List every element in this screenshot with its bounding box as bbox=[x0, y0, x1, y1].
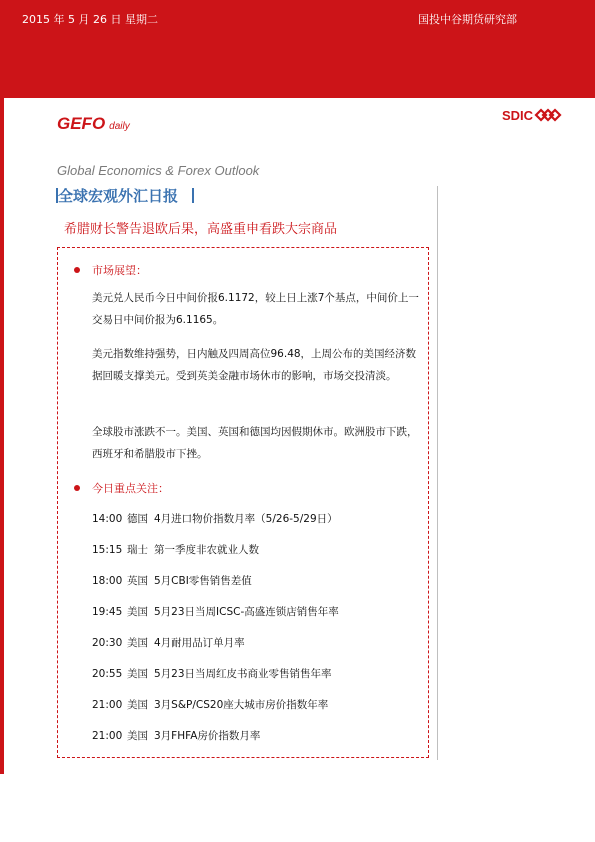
event-item: 15:15 瑞士 第一季度非农就业人数 bbox=[92, 544, 259, 556]
focus-heading: 今日重点关注： bbox=[74, 480, 169, 496]
vertical-divider bbox=[437, 186, 438, 760]
outlook-paragraph: 美元兑人民币今日中间价报6.1172，较上日上涨7个基点，中间价上一交易日中间价报为6.1165。 bbox=[92, 292, 419, 326]
brand-name: GEFO bbox=[57, 114, 106, 133]
bullet-icon bbox=[74, 267, 80, 273]
left-accent-stripe bbox=[0, 98, 4, 774]
header-bar bbox=[0, 0, 595, 98]
report-title-text: 全球宏观外汇日报 bbox=[58, 187, 179, 205]
title-bar-right bbox=[192, 188, 194, 203]
department-name: 国投中谷期货研究部 bbox=[418, 13, 517, 26]
report-date: 2015 年 5 月 26 日 星期二 bbox=[22, 13, 158, 26]
headline: 希腊财长警告退欧后果，高盛重申看跌大宗商品 bbox=[64, 222, 338, 237]
event-item: 19:45 美国 5月23日当周ICSC-高盛连锁店销售年率 bbox=[92, 606, 339, 618]
logo-text: SDIC bbox=[502, 107, 534, 123]
event-item: 18:00 英国 5月CBI零售销售差值 bbox=[92, 575, 252, 587]
market-outlook-heading: 市场展望： bbox=[74, 262, 147, 278]
event-item: 14:00 德国 4月进口物价指数月率（5/26-5/29日） bbox=[92, 513, 338, 525]
event-item: 20:55 美国 5月23日当周红皮书商业零售销售年率 bbox=[92, 668, 332, 680]
event-item: 21:00 美国 3月S&P/CS20座大城市房价指数年率 bbox=[92, 699, 329, 711]
diamond-pattern-icon bbox=[534, 105, 562, 125]
event-item: 20:30 美国 4月耐用品订单月率 bbox=[92, 637, 245, 649]
brand-sub: daily bbox=[109, 121, 130, 132]
report-title bbox=[56, 185, 194, 206]
subtitle: Global Economics & Forex Outlook bbox=[57, 163, 260, 178]
outlook-paragraph: 美元指数维持强势，日内触及四周高位96.48，上周公布的美国经济数据回暖支撑美元。受到英美金融市场休市的影响，市场交投清淡。 bbox=[92, 348, 417, 382]
outlook-paragraph: 全球股市涨跌不一。美国、英国和德国均因假期休市。欧洲股市下跌，西班牙和希腊股市下挫。 bbox=[92, 426, 418, 460]
event-item: 21:00 美国 3月FHFA房价指数月率 bbox=[92, 730, 261, 742]
bullet-icon bbox=[74, 485, 80, 491]
sdic-logo bbox=[502, 105, 562, 125]
brand bbox=[57, 114, 130, 134]
